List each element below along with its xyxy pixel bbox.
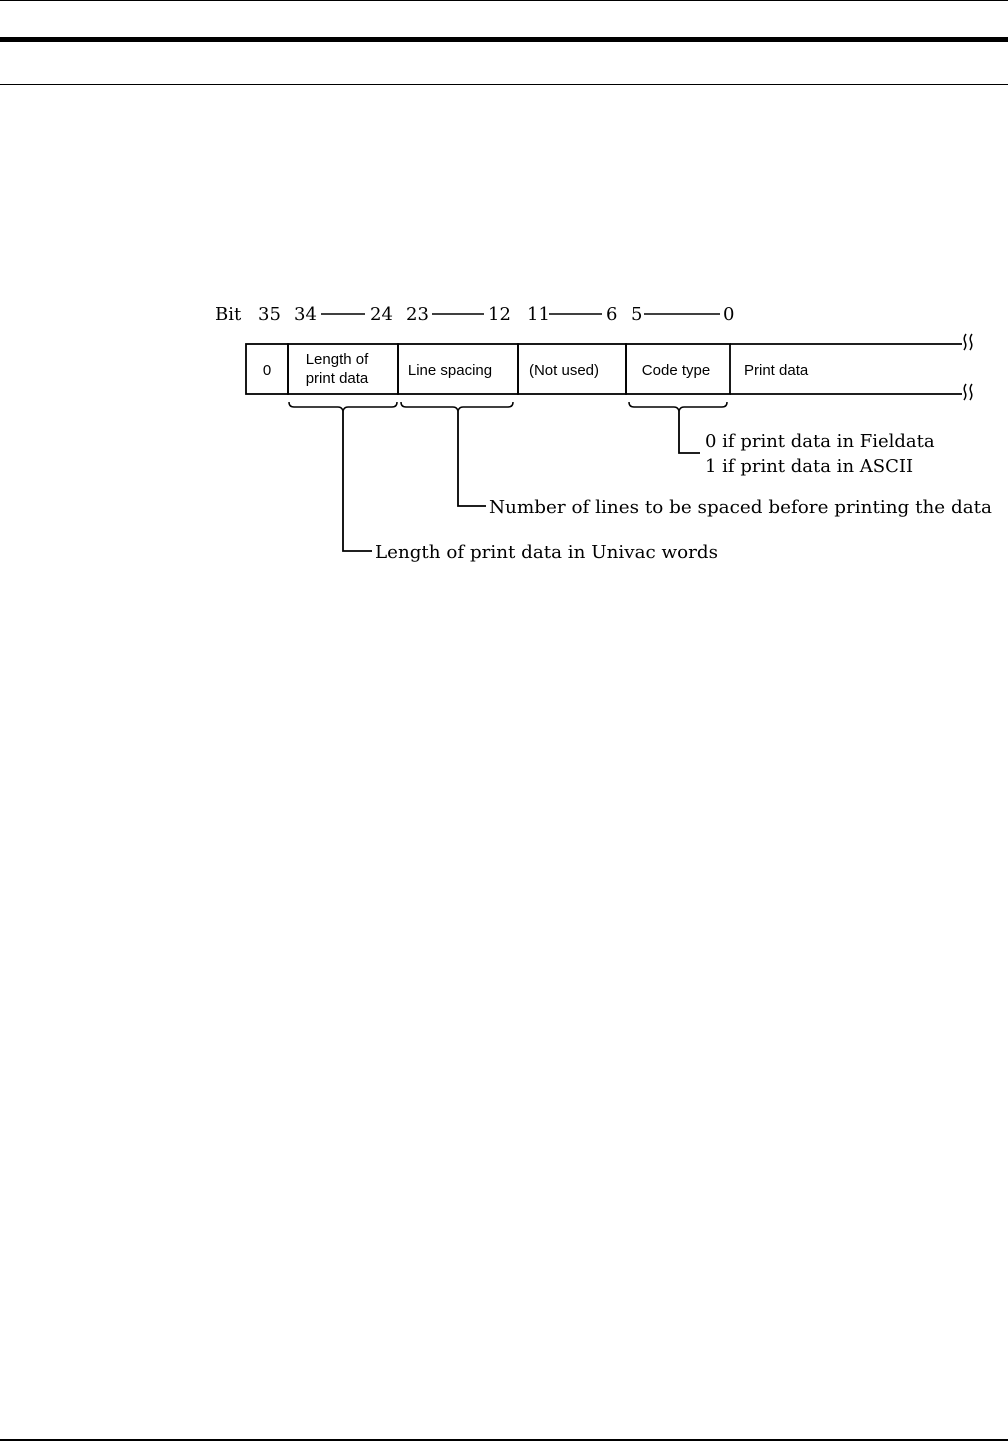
field-line-spacing-label: Line spacing (407, 362, 493, 379)
break-marks (964, 334, 972, 400)
bit-0: 0 (723, 304, 735, 325)
annotations (375, 431, 992, 563)
break-mark-bottom-1 (964, 384, 966, 400)
bit-11: 11 (527, 304, 550, 325)
bit-23: 23 (406, 304, 429, 325)
leader-length (343, 411, 372, 551)
field-zero-label: 0 (262, 362, 272, 379)
field-length-label-line2: print data (305, 370, 369, 387)
brace-code-type (629, 402, 727, 411)
bit-5: 5 (631, 304, 643, 325)
brace-length (289, 402, 397, 411)
field-code-type-label: Code type (641, 362, 711, 379)
leader-code-type (679, 411, 700, 453)
field-not-used-label: (Not used) (528, 362, 600, 379)
leader-lines (343, 411, 700, 551)
bit-6: 6 (606, 304, 618, 325)
bit-34: 34 (294, 304, 317, 325)
bit-label: Bit (215, 304, 242, 325)
bit-24: 24 (370, 304, 393, 325)
annotation-code-type-ascii: 1 if print data in ASCII (705, 456, 914, 477)
field-length-label-line1: Length of (305, 351, 369, 368)
annotation-code-type-fieldata: 0 if print data in Fieldata (705, 431, 935, 452)
bit-35: 35 (258, 304, 281, 325)
field-print-data-label: Print data (744, 362, 809, 379)
break-mark-top-1 (964, 334, 966, 350)
annotation-line-spacing: Number of lines to be spaced before printing the data (489, 497, 993, 518)
break-mark-top-2 (970, 334, 972, 350)
bit-position-header (215, 304, 734, 325)
brace-line-spacing (401, 402, 513, 411)
bit-12: 12 (488, 304, 511, 325)
leader-line-spacing (458, 411, 486, 506)
field-labels (263, 351, 809, 387)
break-mark-bottom-2 (970, 384, 972, 400)
field-braces (289, 402, 727, 411)
annotation-length: Length of print data in Univac words (375, 542, 718, 563)
